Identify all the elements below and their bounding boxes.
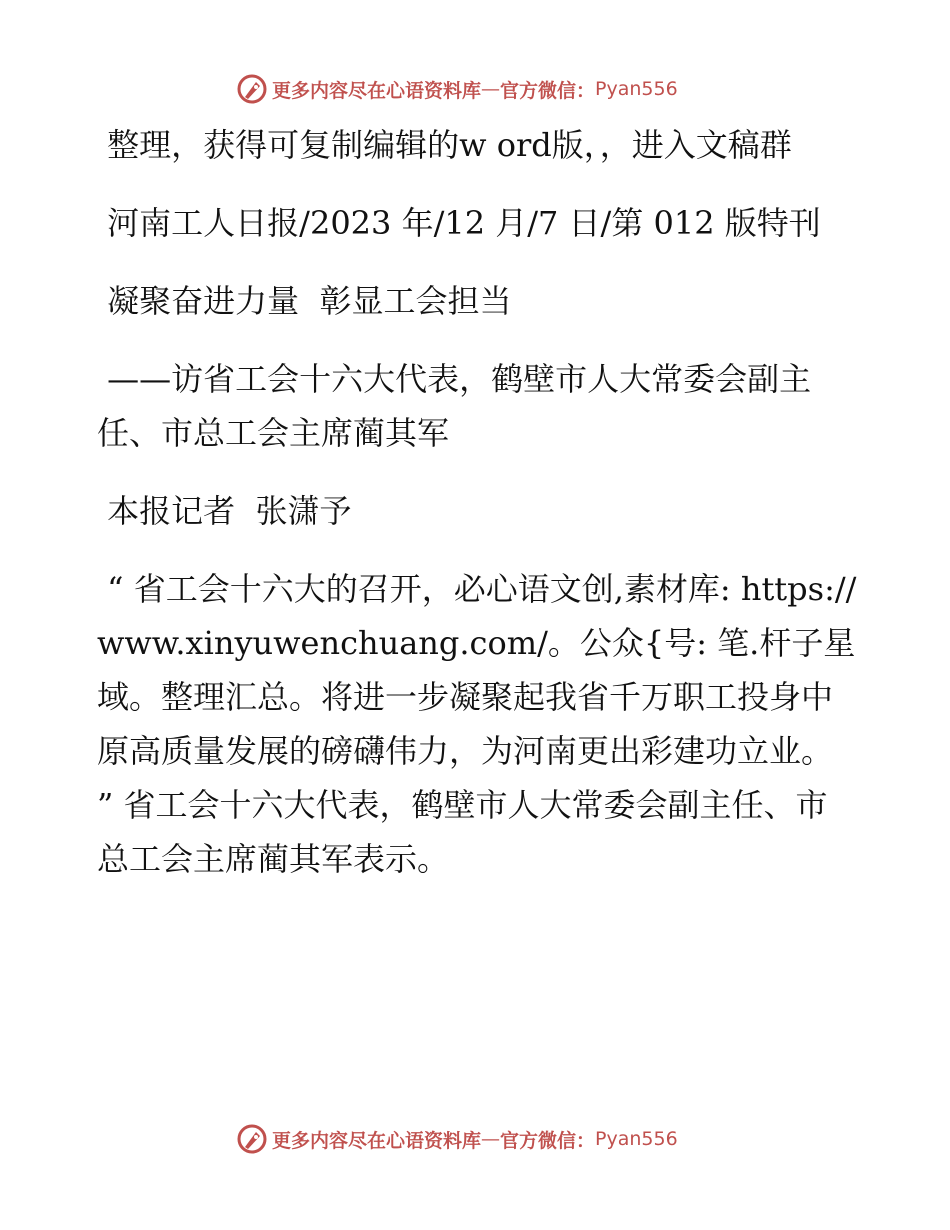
banner-text: 更多内容尽在心语资料库: [272, 79, 482, 102]
banner-wechat-id: Pyan556: [595, 1128, 678, 1150]
banner-text: 更多内容尽在心语资料库: [272, 1129, 482, 1152]
source-line: 河南工人日报/2023 年/12 月/7 日/第 012 版特刊: [97, 204, 821, 242]
article-title: 凝聚奋进力量 彰显工会担当: [97, 282, 512, 320]
banner-official-label: 官方微信：: [500, 1129, 596, 1152]
banner-dash: —: [481, 1128, 501, 1150]
banner-wechat-id: Pyan556: [595, 78, 678, 100]
byline: 本报记者 张潇予: [97, 492, 352, 530]
pen-nib-icon: [236, 1123, 268, 1155]
banner-dash: —: [481, 78, 501, 100]
intro-paragraph: 整理，获得可复制编辑的w ord版，，进入文稿群: [97, 126, 792, 164]
banner-official-label: 官方微信：: [500, 79, 596, 102]
header-banner: [236, 72, 716, 106]
article-subtitle: ——访省工会十六大代表，鹤壁市人大常委会副主任、市总工会主席蔺其军: [97, 360, 812, 452]
document-body: [97, 118, 857, 910]
body-paragraph: “ 省工会十六大的召开，必心语文创,素材库: https://www.xinyuwenchuang.com/。公众{号: 笔.杆子星域。整理汇总。将进一步凝聚起我省千万职工投身中原高质量发展的磅礴伟力，为河南更出彩建功立业。 ” 省工会十六大代表，鹤壁市人大常委会副主任、市总工会主席蔺其军表示。: [97, 570, 857, 878]
pen-nib-icon: [236, 73, 268, 105]
footer-banner: [236, 1122, 716, 1156]
